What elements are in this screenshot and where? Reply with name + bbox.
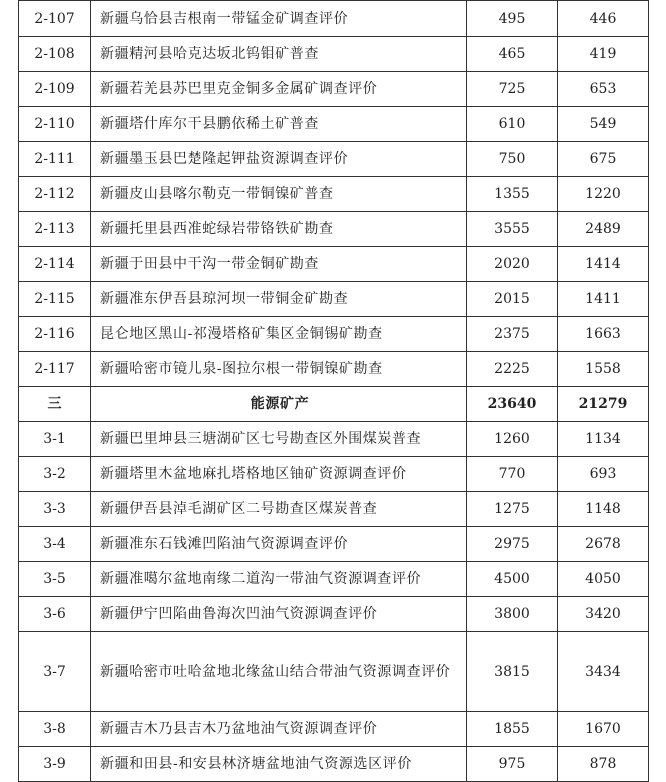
project-budget-table bbox=[18, 0, 649, 782]
value-a-cell: 2020 bbox=[467, 247, 558, 282]
value-b-cell: 419 bbox=[558, 37, 649, 72]
table-row bbox=[19, 142, 649, 177]
table-row bbox=[19, 597, 649, 632]
row-id-cell: 2-115 bbox=[19, 282, 91, 317]
value-a-cell: 1355 bbox=[467, 177, 558, 212]
row-id-cell: 2-117 bbox=[19, 352, 91, 387]
value-b-cell: 1411 bbox=[558, 282, 649, 317]
value-b-cell: 1148 bbox=[558, 492, 649, 527]
value-a-cell: 2015 bbox=[467, 282, 558, 317]
value-a-cell: 3555 bbox=[467, 212, 558, 247]
value-b-cell: 21279 bbox=[558, 387, 649, 422]
value-b-cell: 1134 bbox=[558, 422, 649, 457]
row-id-cell: 3-9 bbox=[19, 747, 91, 782]
value-a-cell: 770 bbox=[467, 457, 558, 492]
value-a-cell: 2375 bbox=[467, 317, 558, 352]
value-b-cell: 3420 bbox=[558, 597, 649, 632]
value-b-cell: 4050 bbox=[558, 562, 649, 597]
table-body bbox=[19, 1, 649, 782]
row-id-cell: 2-116 bbox=[19, 317, 91, 352]
table-row bbox=[19, 457, 649, 492]
table-row bbox=[19, 712, 649, 747]
table-row bbox=[19, 422, 649, 457]
value-b-cell: 675 bbox=[558, 142, 649, 177]
value-b-cell: 3434 bbox=[558, 632, 649, 712]
value-a-cell: 975 bbox=[467, 747, 558, 782]
value-b-cell: 1220 bbox=[558, 177, 649, 212]
value-b-cell: 1670 bbox=[558, 712, 649, 747]
value-a-cell: 725 bbox=[467, 72, 558, 107]
project-name-cell: 新疆巴里坤县三塘湖矿区七号勘查区外围煤炭普查 bbox=[91, 422, 467, 457]
row-id-cell: 3-2 bbox=[19, 457, 91, 492]
row-id-cell: 2-107 bbox=[19, 1, 91, 37]
value-a-cell: 23640 bbox=[467, 387, 558, 422]
value-a-cell: 3800 bbox=[467, 597, 558, 632]
table-row bbox=[19, 632, 649, 712]
row-id-cell: 3-4 bbox=[19, 527, 91, 562]
table-row bbox=[19, 282, 649, 317]
row-id-cell: 3-1 bbox=[19, 422, 91, 457]
table-row bbox=[19, 317, 649, 352]
project-name-cell: 新疆精河县哈克达坂北钨钼矿普查 bbox=[91, 37, 467, 72]
table-row bbox=[19, 107, 649, 142]
value-b-cell: 653 bbox=[558, 72, 649, 107]
row-id-cell: 2-110 bbox=[19, 107, 91, 142]
value-b-cell: 878 bbox=[558, 747, 649, 782]
row-id-cell: 2-114 bbox=[19, 247, 91, 282]
project-name-cell: 昆仑地区黑山-祁漫塔格矿集区金铜锡矿勘查 bbox=[91, 317, 467, 352]
project-name-cell: 能源矿产 bbox=[91, 387, 467, 422]
project-name-cell: 新疆皮山县喀尔勒克一带铜镍矿普查 bbox=[91, 177, 467, 212]
project-name-cell: 新疆伊吾县淖毛湖矿区二号勘查区煤炭普查 bbox=[91, 492, 467, 527]
project-name-cell: 新疆墨玉县巴楚隆起钾盐资源调查评价 bbox=[91, 142, 467, 177]
row-id-cell: 3-5 bbox=[19, 562, 91, 597]
row-id-cell: 三 bbox=[19, 387, 91, 422]
value-a-cell: 750 bbox=[467, 142, 558, 177]
row-id-cell: 3-7 bbox=[19, 632, 91, 712]
project-name-cell: 新疆吉木乃县吉木乃盆地油气资源调查评价 bbox=[91, 712, 467, 747]
project-name-cell: 新疆和田县-和安县林济塘盆地油气资源选区评价 bbox=[91, 747, 467, 782]
table-row bbox=[19, 1, 649, 37]
value-b-cell: 1663 bbox=[558, 317, 649, 352]
table-row bbox=[19, 72, 649, 107]
table-row bbox=[19, 527, 649, 562]
project-name-cell: 新疆伊宁凹陷曲鲁海次凹油气资源调查评价 bbox=[91, 597, 467, 632]
project-name-cell: 新疆哈密市镜儿泉-图拉尔根一带铜镍矿勘查 bbox=[91, 352, 467, 387]
row-id-cell: 2-112 bbox=[19, 177, 91, 212]
value-b-cell: 1558 bbox=[558, 352, 649, 387]
value-b-cell: 1414 bbox=[558, 247, 649, 282]
row-id-cell: 2-111 bbox=[19, 142, 91, 177]
project-name-cell: 新疆准东石钱滩凹陷油气资源调查评价 bbox=[91, 527, 467, 562]
section-row bbox=[19, 387, 649, 422]
row-id-cell: 3-6 bbox=[19, 597, 91, 632]
value-a-cell: 1275 bbox=[467, 492, 558, 527]
table-row bbox=[19, 352, 649, 387]
project-name-cell: 新疆于田县中干沟一带金铜矿勘查 bbox=[91, 247, 467, 282]
project-name-cell: 新疆准东伊吾县琼河坝一带铜金矿勘查 bbox=[91, 282, 467, 317]
project-name-cell: 新疆哈密市吐哈盆地北缘盆山结合带油气资源调查评价 bbox=[91, 632, 467, 712]
value-a-cell: 465 bbox=[467, 37, 558, 72]
value-a-cell: 2975 bbox=[467, 527, 558, 562]
table-row bbox=[19, 747, 649, 782]
table-row bbox=[19, 37, 649, 72]
project-name-cell: 新疆塔什库尔干县鹏依稀土矿普查 bbox=[91, 107, 467, 142]
value-a-cell: 610 bbox=[467, 107, 558, 142]
value-b-cell: 549 bbox=[558, 107, 649, 142]
project-name-cell: 新疆准噶尔盆地南缘二道沟一带油气资源调查评价 bbox=[91, 562, 467, 597]
value-b-cell: 2678 bbox=[558, 527, 649, 562]
value-a-cell: 4500 bbox=[467, 562, 558, 597]
value-a-cell: 1855 bbox=[467, 712, 558, 747]
value-a-cell: 2225 bbox=[467, 352, 558, 387]
table-row bbox=[19, 247, 649, 282]
row-id-cell: 2-109 bbox=[19, 72, 91, 107]
row-id-cell: 3-3 bbox=[19, 492, 91, 527]
row-id-cell: 3-8 bbox=[19, 712, 91, 747]
value-a-cell: 1260 bbox=[467, 422, 558, 457]
value-a-cell: 495 bbox=[467, 1, 558, 37]
value-b-cell: 446 bbox=[558, 1, 649, 37]
table-row bbox=[19, 177, 649, 212]
row-id-cell: 2-113 bbox=[19, 212, 91, 247]
value-b-cell: 693 bbox=[558, 457, 649, 492]
row-id-cell: 2-108 bbox=[19, 37, 91, 72]
project-name-cell: 新疆乌恰县吉根南一带锰金矿调查评价 bbox=[91, 1, 467, 37]
value-b-cell: 2489 bbox=[558, 212, 649, 247]
project-name-cell: 新疆若羌县苏巴里克金铜多金属矿调查评价 bbox=[91, 72, 467, 107]
table-row bbox=[19, 562, 649, 597]
project-name-cell: 新疆塔里木盆地麻扎塔格地区铀矿资源调查评价 bbox=[91, 457, 467, 492]
value-a-cell: 3815 bbox=[467, 632, 558, 712]
table-row bbox=[19, 212, 649, 247]
table-row bbox=[19, 492, 649, 527]
project-name-cell: 新疆托里县西准蛇绿岩带铬铁矿勘查 bbox=[91, 212, 467, 247]
